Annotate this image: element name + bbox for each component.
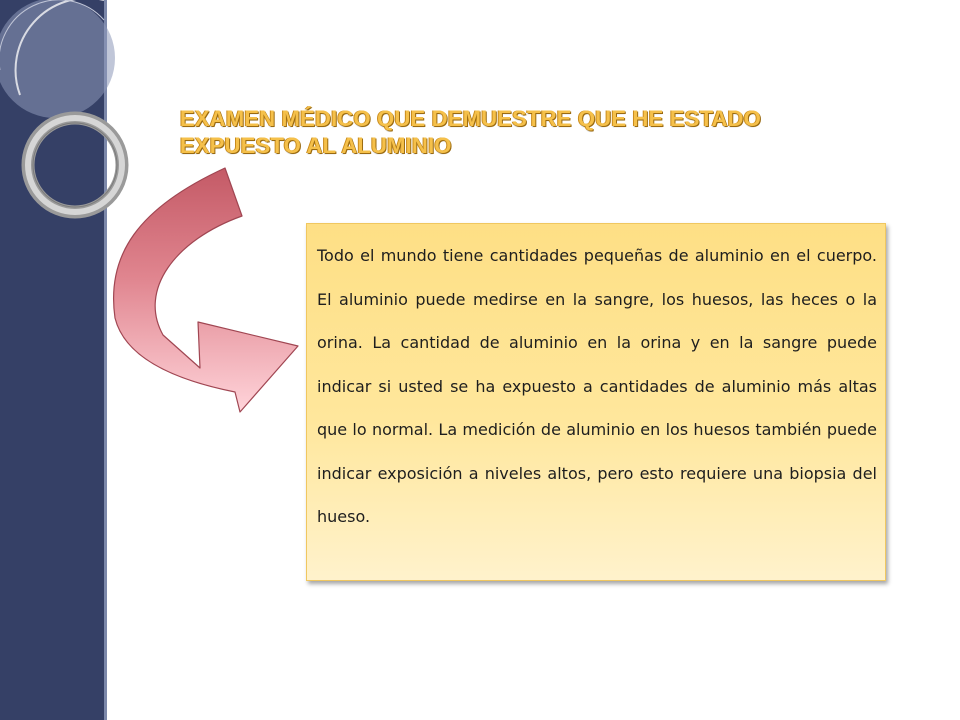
- curved-arrow-icon: [0, 0, 320, 430]
- slide-title: EXAMEN MÉDICO QUE DEMUESTRE QUE HE ESTADO EXPUESTO AL ALUMINIO: [180, 106, 762, 158]
- content-paragraph: Todo el mundo tiene cantidades pequeñas de aluminio en el cuerpo. El aluminio puede medirse en la sangre, los huesos, las heces o la orina. La cantidad de aluminio en la orina y en la sangre puede indicar si usted se ha expuesto a cantidades de aluminio más altas que lo normal. La medición de aluminio en los huesos también puede indicar exposición a niveles altos, pero esto requiere una biopsia del hueso.: [317, 246, 877, 526]
- content-box: [306, 223, 886, 581]
